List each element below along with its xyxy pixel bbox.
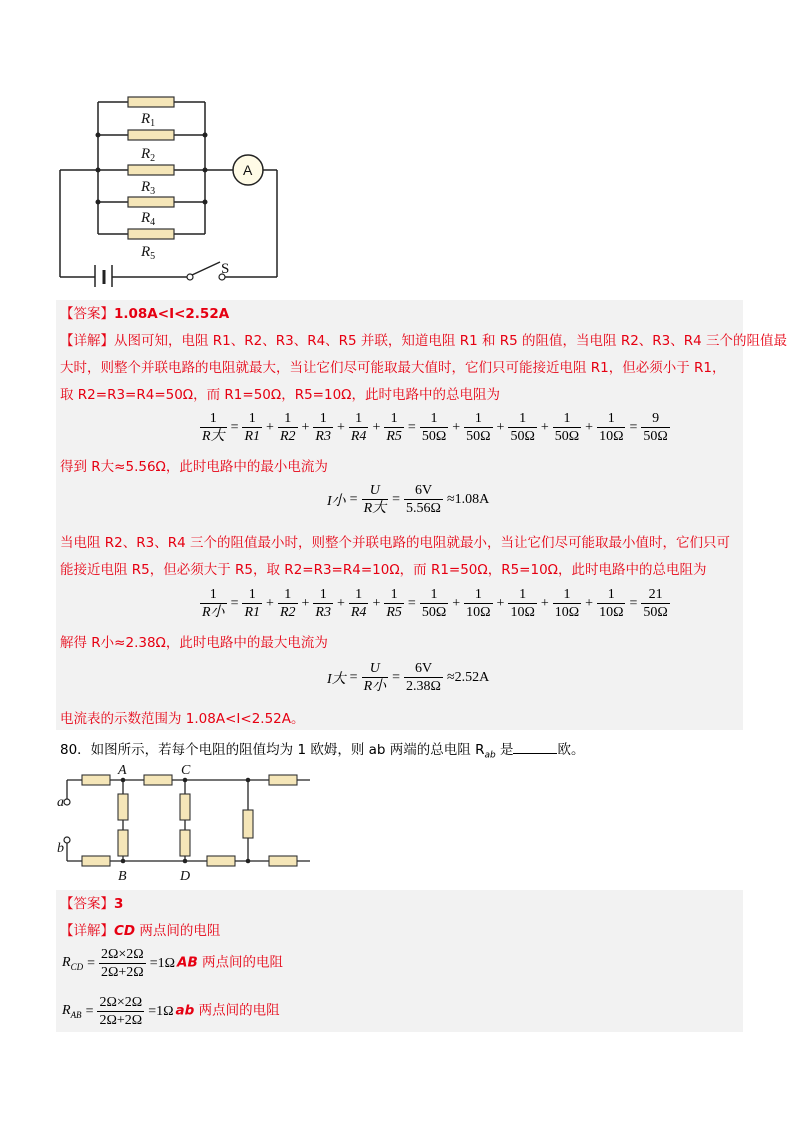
equation-r-cd: $R_{CD}$ = $\frac{2\Omega\times 2\Omega}{2\Omega+2\Omega}$ =1Ω AB 两点间的电阻 — [62, 947, 284, 980]
label-r4: $R_4$ — [141, 210, 156, 228]
equation-r-ab: $R_{AB}$ = $\frac{2\Omega\times 2\Omega}{2\Omega+2\Omega}$ =1Ω ab 两点间的电阻 — [62, 995, 280, 1028]
terminal-label-a: a — [57, 795, 64, 810]
ammeter-label: A — [243, 162, 253, 178]
label-r5: $R_5$ — [141, 244, 156, 262]
node-label-a-upper: A — [118, 763, 127, 778]
equation-max-current: I大 = $\frac{U}{\text{R小}}$ = $\frac{6V}{2.38\Omega}$ ≈2.52A — [327, 661, 490, 694]
equation-total-resistance-min: $\frac{1}{\text{R小}}$ = $\frac{1}{R1}$ + $\frac{1}{R2}$ + $\frac{1}{R3}$ + $\frac{1}{R4}$ + $\frac{1}{R5}$ = $\frac{1}{50\Omega}$ + $\frac{1}{10\Omega}$ + $\frac{1}{10\Omega}$ + $\frac{1}{10\Omega}$ + $\frac{1}{10\Omega}$ = $\frac{21}{50\Omega}$ — [202, 587, 668, 620]
label-r3: $R_3$ — [141, 179, 156, 197]
parallel-resistor-circuit — [55, 92, 285, 287]
equation-min-current: I小 = $\frac{U}{\text{R大}}$ = $\frac{6V}{5.56\Omega}$ ≈1.08A — [327, 483, 490, 516]
label-r2: $R_2$ — [141, 146, 156, 164]
answer-line-79: 【答案】1.08A<I<2.52A — [60, 306, 230, 322]
switch-label: S — [221, 261, 230, 277]
label-r1: $R_1$ — [141, 111, 156, 129]
node-label-d: D — [180, 869, 191, 884]
question-80: 80．如图所示，若每个电阻的阻值均为 1 欧姆，则 ab 两端的总电阻 $R_{ab}$ 是 欧。 — [60, 742, 585, 761]
equation-total-resistance-max: $\frac{1}{\text{R大}}$ = $\frac{1}{R1}$ + $\frac{1}{R2}$ + $\frac{1}{R3}$ + $\frac{1}{R4}$ + $\frac{1}{R5}$ = $\frac{1}{50\Omega}$ + $\frac{1}{50\Omega}$ + $\frac{1}{50\Omega}$ + $\frac{1}{50\Omega}$ + $\frac{1}{10\Omega}$ = $\frac{9}{50\Omega}$ — [202, 411, 668, 444]
answer-line-80: 【答案】3 — [60, 896, 124, 912]
ladder-resistor-circuit — [55, 762, 320, 887]
node-label-b-upper: B — [118, 869, 127, 884]
terminal-label-b: b — [57, 841, 64, 856]
node-label-c: C — [181, 763, 191, 778]
